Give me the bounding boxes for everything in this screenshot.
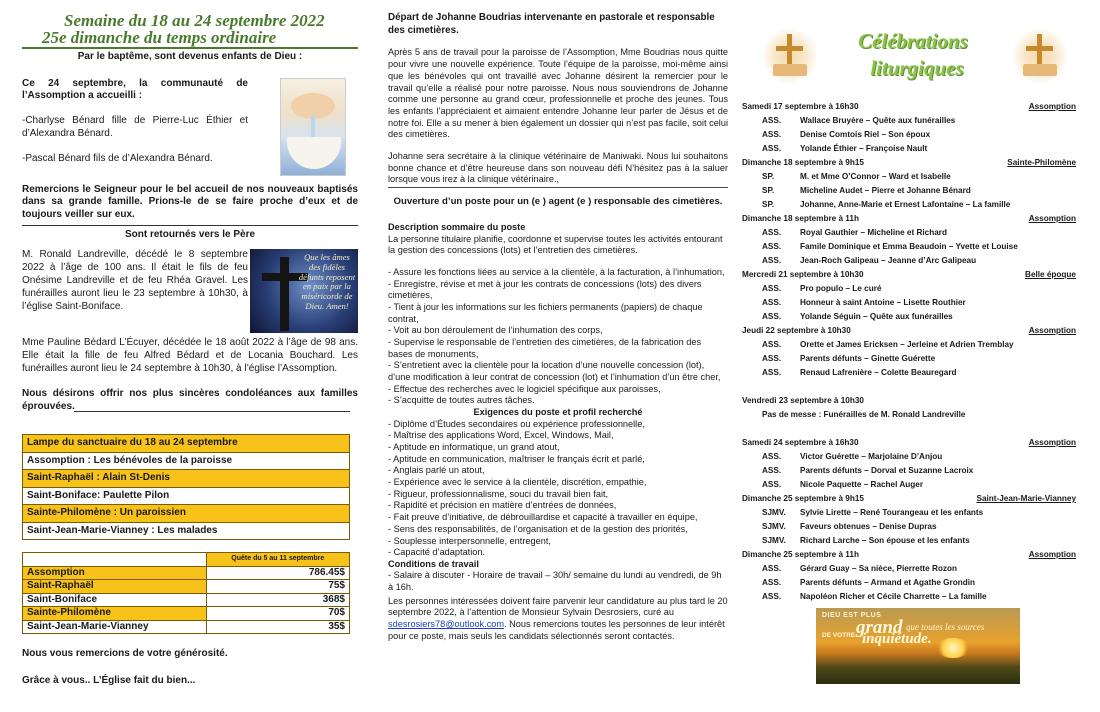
departure-heading: Départ de Johanne Boudrias intervenante en pastorale et responsable des cimetières.	[388, 12, 715, 36]
collection-amount: 786.45$	[206, 566, 349, 580]
requirements-heading: Exigences du poste et profil recherché	[473, 407, 643, 418]
mass-date: Dimanche 25 septembre à 11h	[742, 550, 859, 559]
sanctuary-lamp-table	[22, 434, 350, 540]
mass-church: Assomption	[1028, 550, 1076, 559]
mass-church: Sainte-Philomène	[1007, 158, 1076, 167]
baptism-person: -Pascal Bénard fils de d’Alexandra Bénard.	[22, 152, 213, 164]
mass-date: Dimanche 18 septembre à 9h15	[742, 158, 864, 167]
collection-amount: 35$	[206, 620, 349, 634]
mass-church: Assomption	[1028, 214, 1076, 223]
table-row: Sainte-Philomène : Un paroissien	[23, 505, 350, 523]
requirement-item: - Capacité d’adaptation.	[388, 547, 486, 558]
mass-intention: Johanne, Anne-Marie et Ernest Lafontaine – La famille	[800, 200, 1011, 209]
mass-date: Vendredi 23 septembre à 10h30	[742, 396, 864, 405]
mass-intention: Renaud Lafrenière – Colette Beauregard	[800, 368, 957, 377]
requirement-item: - Souplesse interpersonnelle, entregent,	[388, 535, 551, 546]
mass-intention: M. et Mme O’Connor – Ward et Isabelle	[800, 172, 951, 181]
mass-intention: Napoléon Richer et Cécile Charrette – La famille	[800, 592, 987, 601]
left-column	[22, 0, 358, 687]
requirement-item: - Anglais parlé un atout,	[388, 465, 485, 476]
deceased-heading: Sont retournés vers le Père	[124, 228, 256, 240]
baptism-intro: Ce 24 septembre, la communauté de l’Assomption a accueilli :	[22, 77, 248, 102]
mass-schedule: Samedi 17 septembre à 16h30 Assomption ASS. Wallace Bruyère – Quête aux funérailles ASS. Denise Comtois Riel – Son époux ASS. Yolande Éthier – Françoise Nault Dimanche 18 septembre à 9h15 Sainte-Philomène SP. M. et Mme O’Connor – Ward et Isabelle SP. Micheline Audet – Pierre et Johanne Bénard SP. Johanne, Anne-Marie et Ernest Lafontaine – La famille Dimanche 18 septembre à 11h Assomption ASS. Royal Gauthier – Micheline et Richard ASS. Famile Dominique et Emma Beaudoin – Yvette et Louise ASS. Jean-Roch Galipeau – Jeanne d’Arc Galipeau Mercredi 21 septembre à 10h30 Belle époque ASS. Pro populo – Le curé ASS. Honneur à saint Antoine – Lisette Routhier ASS. Yolande Séguin – Quête aux funérailles Jeudi 22 septembre à 10h30 Assomption ASS. Orette et James Ericksen – Jerleine et Adrien Tremblay ASS. Parents défunts – Ginette Guérette ASS. Renaud Lafrenière – Colette Beauregard Vendredi 23 septembre à 10h30 Pas de messe : Funérailles de M. Ronald Landreville Samedi 24 septembre à 16h30 Assomption ASS. Victor Guérette – Marjolaine D’Anjou ASS. Parents défunts – Dorval et Suzanne Lacroix ASS. Nicole Paquette – Rachel Auger Dimanche 25 septembre à 9h15 Saint-Jean-Marie-Vianney SJMV. Sylvie Lirette – René Tourangeau et les enfants SJMV. Faveurs obtenues – Denise Dupras SJMV. Richard Larche – Son épouse et les enfants Dimanche 25 septembre à 11h Assomption ASS. Gérard Guay – Sa nièce, Pierrette Rozon ASS. Parents défunts – Armand et Agathe Grondin ASS. Napoléon Richer et Cécile Charrette – La famille	[742, 100, 1078, 604]
conditions-text: - Salaire à discuter - Horaire de travail – 30h/ semaine du lundi au vendredi, de 9h à 16h.	[388, 570, 722, 593]
mass-date: Samedi 17 septembre à 16h30	[742, 102, 859, 111]
collection-amount: 75$	[206, 580, 349, 594]
mass-intention: Yolande Séguin – Quête aux funérailles	[800, 312, 953, 321]
mass-intention: Parents défunts – Dorval et Suzanne Lacroix	[800, 466, 974, 475]
title-divider	[22, 47, 358, 49]
divider	[388, 187, 728, 188]
table-row: Saint-Jean-Marie-Vianney : Les malades	[23, 522, 350, 540]
departure-paragraph: Johanne sera secrétaire à la clinique vétérinaire de Maniwaki. Nous lui souhaitons bonne chance et d’être heureuse dans son nouveau défi N’hésitez pas à la saluer lorsque vous irez à la clinique vétérinaire.,	[388, 150, 728, 185]
task-item: - Assure les fonctions liées au service à la clientèle, à la facturation, à l’inhumation,	[388, 266, 725, 277]
description-text: La personne titulaire planifie, coordonne et supervise toutes les activités entourant la gestion des concessions (lots) et l’entretien des cimetières.	[388, 233, 723, 256]
mass-intention: Yolande Éthier – Françoise Nault	[800, 144, 928, 153]
middle-column	[388, 0, 728, 643]
requirement-item: - Rapidité et précision en matière d’entrées de données,	[388, 500, 617, 511]
generosity-thanks: Nous vous remercions de votre générosité.	[22, 648, 228, 660]
job-offer-title: Ouverture d’un poste pour un (e ) agent (e ) responsable des cimetières.	[393, 196, 723, 208]
table-row: Lampe du sanctuaire du 18 au 24 septembre	[23, 435, 350, 453]
task-item: - Effectue des recherches avec le logiciel spécifique aux paroisses,	[388, 383, 661, 394]
mass-intention: Denise Comtois Riel – Son époux	[800, 130, 931, 139]
collection-table	[22, 552, 350, 634]
table-row: Saint-Raphaël : Alain St-Denis	[23, 470, 350, 488]
conditions-heading: Conditions de travail	[388, 558, 479, 569]
celebrations-title: Célébrations liturgiques	[858, 29, 968, 80]
description-heading: Description sommaire du poste	[388, 222, 526, 233]
mass-date: Jeudi 22 septembre à 10h30	[742, 326, 851, 335]
deceased-notice: Mme Pauline Bédard L’Écuyer, décédée le 18 août 2022 à l’âge de 98 ans. Elle était la fille de feu Alfred Bédard et de Locania Bouchard. Les funérailles auront lieu le 24 septembre à 10h30, à l’église l’Assomption.	[22, 337, 358, 374]
sunset-quote-image: DIEU EST PLUS grand que toutes les sources DE VOTRE inquiétude.	[816, 608, 1020, 684]
collection-amount: 70$	[206, 607, 349, 621]
departure-paragraph: Après 5 ans de travail pour la paroisse de l’Assomption, Mme Boudrias nous quitte pour vivre une nouvelle expérience. Toute l’équipe de la paroisse, moi-même ainsi que les bénévoles qui ont travaillé avec Johanne désirent la remercier pour le travail qu’elle a réalisé pour notre paroisse. Nous nous souviendrons de Johanne comme une personne au grand cœur, professionnelle et proche des jeunes. Tous les enfants l’appréciaient et aimaient entendre Johanne leur parler de Jésus et de notre foi. Elle a su mener à bien également un dossier qui n’est pas facile, soit celui des cimetières.	[388, 47, 728, 140]
task-item: - Supervise le responsable de l’entretien des cimetières, de la fabrication des bases de monuments,	[388, 337, 702, 359]
grace-note: Grâce à vous.. L’Église fait du bien...	[22, 674, 196, 686]
mass-church: Belle époque	[1025, 270, 1076, 279]
mass-intention: Gérard Guay – Sa nièce, Pierrette Rozon	[800, 564, 957, 573]
mass-church: Saint-Jean-Marie-Vianney	[976, 494, 1076, 503]
mass-intention: Wallace Bruyère – Quête aux funérailles	[800, 116, 956, 125]
divider	[22, 225, 358, 226]
task-item: - Voit au bon déroulement de l’inhumation des corps,	[388, 325, 603, 336]
requirement-item: - Expérience avec le service à la clientèle, discrétion, empathie,	[388, 477, 647, 488]
mass-note: Pas de messe : Funérailles de M. Ronald Landreville	[762, 410, 966, 419]
mass-intention: Royal Gauthier – Micheline et Richard	[800, 228, 947, 237]
table-row: Saint-Boniface: Paulette Pilon	[23, 487, 350, 505]
mass-intention: Sylvie Lirette – René Tourangeau et les enfants	[800, 508, 984, 517]
celebrations-header	[742, 0, 1078, 100]
baptism-section	[22, 78, 358, 178]
collection-parish: Saint-Boniface	[23, 593, 207, 607]
mass-date: Mercredi 21 septembre à 10h30	[742, 270, 864, 279]
mass-church: Assomption	[1028, 102, 1076, 111]
cross-ornament-icon	[1012, 28, 1068, 84]
mass-intention: Micheline Audet – Pierre et Johanne Bénard	[800, 186, 971, 195]
baptism-person: -Charlyse Bénard fille de Pierre-Luc Éthier et d’Alexandra Bénard.	[22, 115, 248, 139]
mass-intention: Pro populo – Le curé	[800, 284, 882, 293]
divider	[74, 411, 350, 412]
requirement-item: - Maîtrise des applications Word, Excel, Windows, Mail,	[388, 430, 614, 441]
mass-intention: Nicole Paquette – Rachel Auger	[800, 480, 923, 489]
requirement-item: - Aptitude en communication, maîtriser le français écrit et parlé,	[388, 453, 645, 464]
requirement-item: - Aptitude en informatique, un grand atout,	[388, 442, 560, 453]
deceased-section	[22, 249, 358, 333]
cross-image	[250, 249, 358, 333]
mass-intention: Honneur à saint Antoine – Lisette Routhier	[800, 298, 966, 307]
cross-ornament-icon	[762, 28, 818, 84]
collection-parish: Assomption	[23, 566, 207, 580]
mass-intention: Parents défunts – Armand et Agathe Grondin	[800, 578, 975, 587]
application-text: Les personnes intéressées doivent faire parvenir leur candidature au plus tard le 20 septembre 2022, à l’attention de Monsieur Sylvain Desrosiers, curé au sdesrosiers78@outlook.com. Nous remercions toutes les personnes de leur intérêt pour ce poste, mais seuls les candidats sélectionnés seront contactés.	[388, 595, 728, 641]
task-item: - Tient à jour les informations sur les fichiers permanents (papiers) de chaque contrat,	[388, 301, 703, 324]
table-row: Assomption : Les bénévoles de la paroisse	[23, 452, 350, 470]
mass-date: Dimanche 25 septembre à 9h15	[742, 494, 864, 503]
task-item: - S’acquitte de toutes autres tâches.	[388, 395, 535, 406]
collection-header: Quête du 5 au 11 septembre	[206, 553, 349, 567]
requirement-item: - Fait preuve d’initiative, de débrouillardise et capacité à travailler en équipe,	[388, 512, 698, 523]
deceased-notice: M. Ronald Landreville, décédé le 8 septembre 2022 à l’âge de 100 ans. Il était le fils de feu Onésime Landreville et de feu Rhéa Gravel. Les funérailles auront lieu le 23 septembre à 10h30, à l’église Saint-Boniface.	[22, 249, 248, 312]
mass-intention: Orette et James Ericksen – Jerleine et Adrien Tremblay	[800, 340, 1014, 349]
requirement-item: - Diplôme d’Études secondaires ou expérience professionnelle,	[388, 418, 645, 429]
requirement-item: - Sens des responsabilités, de l’organisation et de la gestion des priorités,	[388, 523, 688, 534]
mass-church: Assomption	[1028, 438, 1076, 447]
mass-intention: Faveurs obtenues – Denise Dupras	[800, 522, 937, 531]
mass-intention: Famile Dominique et Emma Beaudoin – Yvette et Louise	[800, 242, 1018, 251]
requirement-item: - Rigueur, professionnalisme, souci du travail bien fait,	[388, 488, 609, 499]
sunday-title: 25e dimanche du temps ordinaire	[42, 28, 277, 47]
condolences: Nous désirons offrir nos plus sincères condoléances aux familles éprouvées.	[22, 387, 358, 412]
mass-church: Assomption	[1028, 326, 1076, 335]
task-item: - Enregistre, révise et met à jour les contrats de concessions (lots) des divers cimetières,	[388, 278, 702, 301]
baptism-heading: Par le baptême, sont devenus enfants de Dieu :	[77, 51, 303, 62]
collection-parish: Saint-Raphaël	[23, 580, 207, 594]
mass-date: Dimanche 18 septembre à 11h	[742, 214, 859, 223]
cross-image-text: Que les âmes des fidèles défunts reposent en paix par la miséricorde de Dieu. Amen!	[298, 252, 356, 311]
collection-amount: 368$	[206, 593, 349, 607]
collection-parish: Sainte-Philomène	[23, 607, 207, 621]
baptism-thanks: Remercions le Seigneur pour le bel accueil de nos nouveaux baptisés dans sa grande famille. Prions-le de se faire proche d’eux et de toujours veiller sur eux.	[22, 183, 358, 221]
mass-intention: Richard Larche – Son épouse et les enfants	[800, 536, 970, 545]
task-item: - S’entretient avec la clientèle pour la location d’une nouvelle concession (lot), d’une modification à leur contrat de concession (lot) et l’inhumation d’un être cher,	[388, 360, 721, 383]
email-link[interactable]: sdesrosiers78@outlook.com	[388, 619, 505, 630]
right-column	[742, 0, 1078, 684]
mass-intention: Victor Guérette – Marjolaine D’Anjou	[800, 452, 943, 461]
mass-intention: Jean-Roch Galipeau – Jeanne d’Arc Galipeau	[800, 256, 977, 265]
week-title: Semaine du 18 au 24 septembre 2022	[64, 11, 325, 30]
mass-intention: Parents défunts – Ginette Guérette	[800, 354, 936, 363]
baptism-image	[280, 78, 346, 176]
collection-parish: Saint-Jean-Marie-Vianney	[23, 620, 207, 634]
mass-date: Samedi 24 septembre à 16h30	[742, 438, 859, 447]
